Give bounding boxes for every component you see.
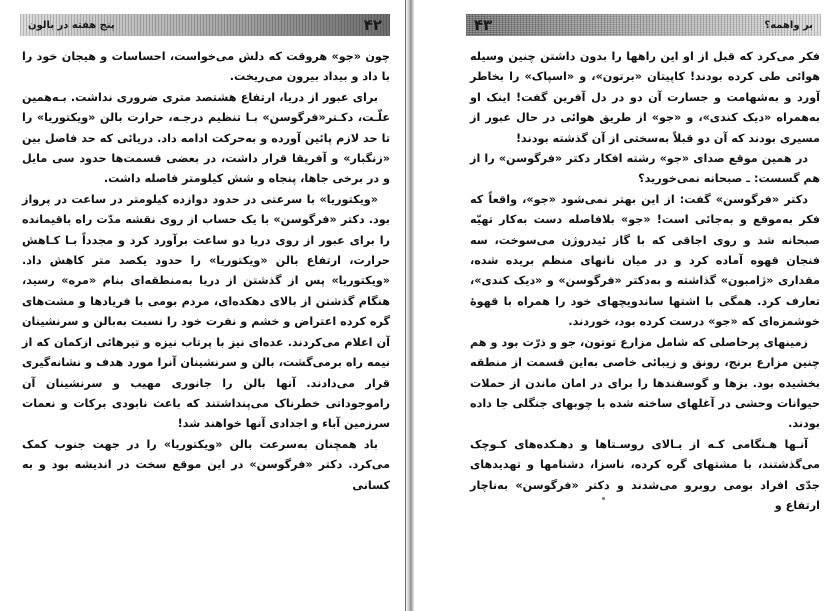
right-page <box>414 0 831 611</box>
right-page-header <box>466 14 821 36</box>
right-page-number: ۴۳ <box>474 16 493 34</box>
left-paragraph-1: چون «جو» هروقت که دلش می‌خواست، احساسات و هیجان خود را با داد و بیداد بیرون می‌ریخت. <box>22 50 390 84</box>
right-paragraph-4: زمینهای پرحاصلی که شامل مزارع توتون، جو و ذرّت بود و هم چنین مزارع برنج، رونق و زیبائی خاصی به‌این قسمت از منطقه بخشیده بود. بزها و گوسفندها را برای در امان ماندن از حملات حیوانات وحشی در آغلهای ساخته شده با چوبهای جنگلی جا داده بودند. <box>470 335 820 431</box>
right-paragraph-1: فکر می‌کرد که قبل از او این راهها را بدون داشتن چنین وسیله هوائی طی کرده بودند! کاپیتان «برتون»، و «اسپاک» را بخاطر آورد و به‌شهامت و جسارت آن دو در دل آفرین گفت! اینک او به‌همراه «دیک کندی»، و «جو» از طریق هوائی در حال عبور از مسیری بودند که آن دو قبلاً به‌سختی از آن گذشته بودند! <box>470 50 820 145</box>
book-gutter <box>406 0 414 611</box>
right-paragraph-5: آنـها هـنگامی کـه از بـالای روسـتاها و دهـکده‌های کـوچک می‌گذشتند، با مشتهای گره کرده، ناسزا، دشنامها و تهدیدهای جدّی افراد بومی روبرو می‌شدند و دکتر «فرگوسن» به‌ناچار ارتفاع و <box>470 437 820 512</box>
left-paragraph-3: «ویکتوریا» با سرعتی در حدود دوازده کیلومتر در ساعت در پرواز بود. دکتر «فرگوسن» با یک حساب از روی نقشه مدّت راه باقیمانده را برای عبور از روی دریا دو ساعت برآورد کرد و مجدداً بـا کـاهش حرارت، ارتفاع بالن «ویکتوریا» را حدود یکصد متر کاهش داد. «ویکتوریا» پس از گذشتن از دریا به‌منطقه‌ای بنام «مره» رسید، هنگام گذشتن از بالای دهکده‌ای، مردم بومی با فریادها و مشت‌های گره کرده اعتراض و خشم و نفرت خود را نسبت به‌بالن و سرنشینان آن اعلام می‌کردند. عده‌ای نیز با پرتاب نیزه و تیرهائی ازکمان که از نیمه راه برمی‌گشت، بالن و سرنشینان آنرا مورد هدف و نشانه‌گیری قرار می‌دادند. آنها بالن را جانوری مهیب و سرنشینان آن راموجوداتی خطرناک می‌پنداشتند که باعث نابودی برکات و نعمات سرزمین آباء و اجدادی آنها خواهند شد! <box>22 192 390 431</box>
left-paragraph-2: برای عبور از دریا، ارتفاع هشتصد متری ضروری نداشت. بـه‌همین علّـت، دکـتر«فرگوسن» بـا تنظیم درجـه، حرارت بالن «ویکتوریا» را تا حد لازم پائین آورده و به‌حرکت ادامه داد. دریائی که حد فاصل بین «زنگبار» و آفریقا قرار داشت، در بعضی قسمت‌ها حدود سی مایل و در برخی جاها، پنجاه و شش کیلومتر فاصله داشت. <box>22 90 390 186</box>
right-paragraph-2: در همین موقع صدای «جو» رشته افکار دکتر «فرگوسن» را از هم گسست: ـ صبحانه نمی‌خورید؟ <box>470 152 820 186</box>
left-page-number: ۴۲ <box>363 16 382 34</box>
scan-speck <box>602 497 605 500</box>
left-running-title: پنج هفته در بالون <box>28 19 115 31</box>
right-paragraph-3: دکتر «فرگوسن» گفت: از این بهتر نمی‌شود «جو»، واقعاً که فکر به‌موقع و به‌جائی است! «جو» بلافاصله دست به‌کار تهیّه صبحانه شد و روی اجاقی که با گاز ئیدروژن می‌سوخت، سه فنجان قهوه آماده کرد و در میان نانهای منظم بریده شده، مقداری «ژامبون» گذاشته و به‌دکتر «فرگوسن» و «دیک کندی»، تعارف کرد. همگی با اشتها ساندویچهای خود را همراه با قهوهٔ خوشمزه‌ای که «جو» درست کرده بود، خوردند. <box>470 192 820 329</box>
left-paragraph-4: باد همچنان به‌سرعت بالن «ویکتوریا» را در جهت جنوب کمک می‌کرد. دکتر «فرگوسن» در این موقع سخت در اندیشه بود و به کسانی <box>22 437 390 492</box>
right-page-body <box>470 47 820 516</box>
left-page-body <box>22 47 390 496</box>
left-page <box>0 0 408 611</box>
right-running-title: بر واهمه؟ <box>764 19 813 31</box>
left-page-header <box>20 14 390 36</box>
